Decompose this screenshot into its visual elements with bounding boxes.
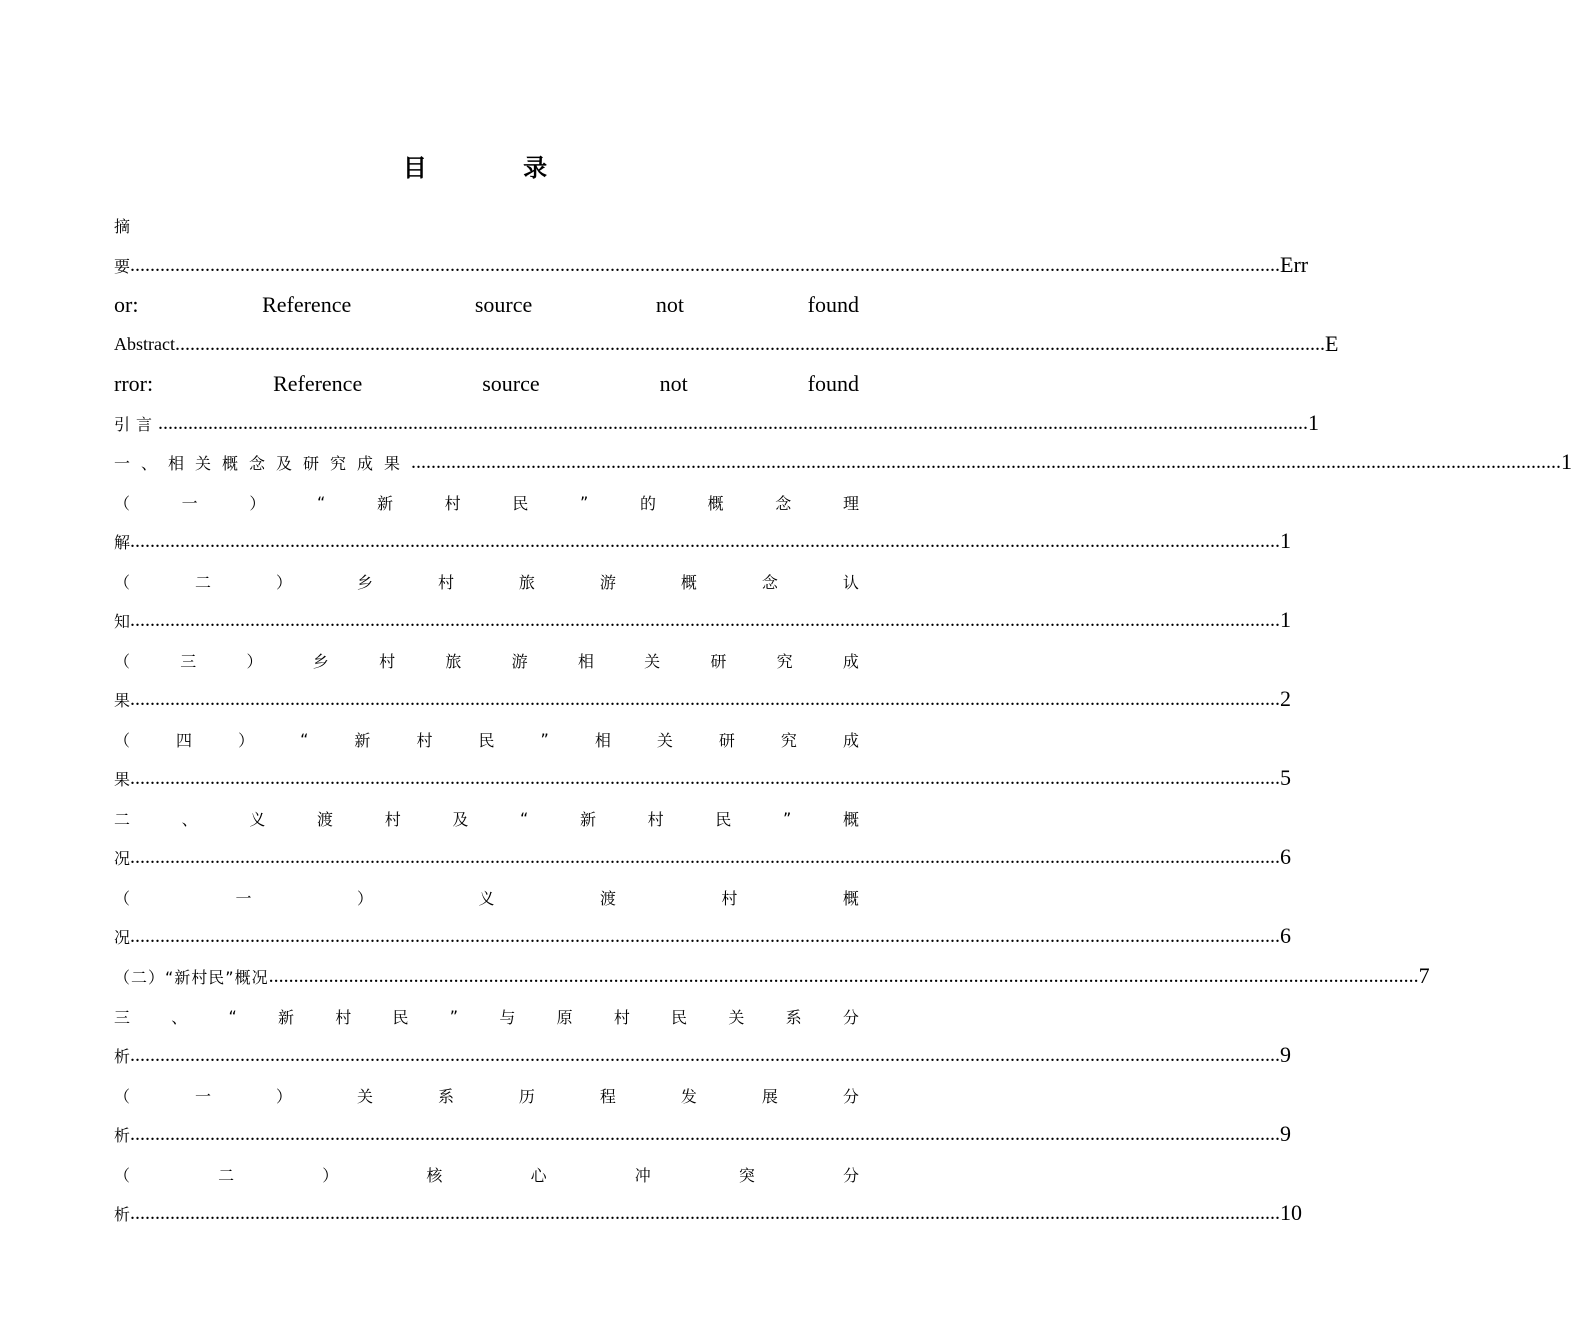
toc-char: 、 bbox=[181, 809, 198, 829]
toc-char: 展 bbox=[761, 1086, 778, 1106]
toc-char: 新 bbox=[278, 1007, 295, 1027]
toc-char: 冲 bbox=[634, 1165, 651, 1185]
toc-char: Reference bbox=[262, 292, 352, 317]
toc-char: 游 bbox=[599, 572, 616, 592]
toc-char: ） bbox=[322, 1165, 339, 1185]
toc-char: 村 bbox=[384, 809, 401, 829]
toc-char: 关 bbox=[644, 651, 661, 671]
toc-char: （ bbox=[114, 651, 131, 671]
toc-chapter-3-line1 bbox=[114, 996, 859, 1036]
toc-char: 游 bbox=[511, 651, 528, 671]
toc-char: “ bbox=[300, 729, 309, 749]
toc-char: 民 bbox=[715, 809, 732, 829]
toc-char: 分 bbox=[842, 1007, 859, 1027]
toc-char: 一 bbox=[181, 493, 198, 513]
toc-char: 原 bbox=[556, 1007, 573, 1027]
toc-char: 心 bbox=[530, 1165, 547, 1185]
toc-abstract-cn-error bbox=[114, 285, 859, 325]
toc-char: （ bbox=[114, 493, 131, 513]
toc-char: 村 bbox=[613, 1007, 630, 1027]
toc-char: 相 bbox=[594, 730, 611, 750]
toc-char: （ bbox=[114, 730, 131, 750]
toc-char: ” bbox=[449, 1006, 459, 1026]
toc-section-2-1-line2[interactable]: 况 ...................................................................................................................................................................................................................................... 6 bbox=[114, 923, 1292, 948]
toc-char: 及 bbox=[452, 809, 469, 829]
toc-char: 二 bbox=[194, 572, 211, 592]
toc-char: 概 bbox=[842, 809, 859, 829]
toc-char: 历 bbox=[518, 1086, 535, 1106]
toc-char: found bbox=[807, 371, 859, 396]
toc-char: 发 bbox=[680, 1086, 697, 1106]
toc-section-3-1-line1 bbox=[114, 1075, 859, 1115]
toc-chapter-2-line1 bbox=[114, 798, 859, 838]
toc-char: 新 bbox=[354, 730, 371, 750]
toc-section-1-4-line2[interactable]: 果 ...................................................................................................................................................................................................................................... 5 bbox=[114, 765, 1292, 790]
toc-char: 三 bbox=[114, 1007, 131, 1027]
toc-char: 村 bbox=[647, 809, 664, 829]
toc-abstract-en-line1[interactable]: Abstract ...................................................................................................................................................................................................................................... E bbox=[114, 331, 1339, 356]
toc-char: “ bbox=[317, 492, 326, 512]
toc-char: 民 bbox=[478, 730, 495, 750]
toc-intro[interactable]: 引言 ...................................................................................................................................................................................................................................... 1 bbox=[114, 410, 1320, 435]
toc-char: 乡 bbox=[312, 651, 329, 671]
toc-char: 系 bbox=[785, 1007, 802, 1027]
toc-char: 念 bbox=[761, 572, 778, 592]
toc-section-1-4-line1 bbox=[114, 719, 859, 759]
toc-char: 二 bbox=[218, 1165, 235, 1185]
toc-char: 系 bbox=[437, 1086, 454, 1106]
toc-char: ” bbox=[579, 492, 589, 512]
toc-section-1-3-line1 bbox=[114, 640, 859, 680]
toc-char: 乡 bbox=[356, 572, 373, 592]
toc-char: 村 bbox=[721, 888, 738, 908]
toc-char: （ bbox=[114, 888, 131, 908]
toc-char: 的 bbox=[639, 493, 656, 513]
toc-section-1-2-line2[interactable]: 知 ...................................................................................................................................................................................................................................... 1 bbox=[114, 607, 1292, 632]
toc-char: 一 bbox=[235, 888, 252, 908]
toc-char: source bbox=[474, 292, 533, 317]
toc-char: 三 bbox=[180, 651, 197, 671]
toc-char: ） bbox=[246, 651, 263, 671]
toc-char: 关 bbox=[656, 730, 673, 750]
toc-char: ） bbox=[275, 572, 292, 592]
toc-char: 分 bbox=[842, 1165, 859, 1185]
toc-char: 四 bbox=[176, 730, 193, 750]
toc-char: found bbox=[807, 292, 859, 317]
toc-char: 义 bbox=[478, 888, 495, 908]
toc-chapter-3-line2[interactable]: 析 ...................................................................................................................................................................................................................................... 9 bbox=[114, 1042, 1292, 1067]
toc-char: 相 bbox=[577, 651, 594, 671]
toc-char: ） bbox=[249, 493, 266, 513]
toc-title: 目 录 bbox=[402, 154, 592, 182]
toc-char: 民 bbox=[392, 1007, 409, 1027]
toc-abstract-en-error bbox=[114, 364, 859, 404]
toc-char: 义 bbox=[249, 809, 266, 829]
toc-char: 村 bbox=[416, 730, 433, 750]
toc-char: ） bbox=[356, 888, 373, 908]
toc-char: 旅 bbox=[518, 572, 535, 592]
toc-char: 研 bbox=[718, 730, 735, 750]
toc-char: （ bbox=[114, 1086, 131, 1106]
toc-section-3-1-line2[interactable]: 析 ...................................................................................................................................................................................................................................... 9 bbox=[114, 1121, 1292, 1146]
toc-char: source bbox=[482, 371, 540, 396]
toc-section-1-1-line1 bbox=[114, 482, 859, 522]
toc-char: 概 bbox=[842, 888, 859, 908]
toc-char: 渡 bbox=[317, 809, 334, 829]
toc-section-2-2[interactable]: （二）“新村民”概况 ...................................................................................................................................................................................................................................... 7 bbox=[114, 963, 1430, 988]
toc-section-1-3-line2[interactable]: 果 ...................................................................................................................................................................................................................................... 2 bbox=[114, 686, 1292, 711]
toc-char: 村 bbox=[379, 651, 396, 671]
toc-char: ） bbox=[238, 730, 255, 750]
toc-char: 村 bbox=[444, 493, 461, 513]
toc-char: 村 bbox=[335, 1007, 352, 1027]
toc-char: 核 bbox=[426, 1165, 443, 1185]
toc-char: 研 bbox=[710, 651, 727, 671]
toc-char: 成 bbox=[842, 651, 859, 671]
toc-char: 突 bbox=[738, 1165, 755, 1185]
toc-char: not bbox=[655, 292, 685, 317]
toc-section-1-1-line2[interactable]: 解 ...................................................................................................................................................................................................................................... 1 bbox=[114, 528, 1292, 553]
toc-char: 究 bbox=[780, 730, 797, 750]
toc-char: 念 bbox=[775, 493, 792, 513]
toc-char: （ bbox=[114, 572, 131, 592]
toc-char: or: bbox=[114, 292, 139, 317]
toc-char: Reference bbox=[273, 371, 363, 396]
toc-char: rror: bbox=[114, 371, 154, 396]
toc-char: ” bbox=[540, 729, 549, 749]
toc-char: 二 bbox=[114, 809, 131, 829]
toc-char: 与 bbox=[499, 1007, 516, 1027]
toc-char: “ bbox=[228, 1006, 237, 1026]
toc-char: ” bbox=[783, 808, 792, 828]
toc-char: 民 bbox=[512, 493, 529, 513]
toc-char: 理 bbox=[842, 493, 859, 513]
toc-section-3-2-line2[interactable]: 析 ...................................................................................................................................................................................................................................... 10 bbox=[114, 1200, 1303, 1225]
toc-chapter-1[interactable]: 一、相关概念及研究成果 ...................................................................................................................................................................................................................................... 1 bbox=[114, 449, 1572, 474]
toc-char: 关 bbox=[728, 1007, 745, 1027]
toc-char: （ bbox=[114, 1165, 131, 1185]
toc-char: “ bbox=[520, 808, 529, 828]
toc-section-3-2-line1 bbox=[114, 1154, 859, 1194]
toc-char: 、 bbox=[171, 1007, 188, 1027]
toc-char: 新 bbox=[376, 493, 393, 513]
toc-char: 程 bbox=[599, 1086, 616, 1106]
toc-char: 究 bbox=[776, 651, 793, 671]
toc-char: 旅 bbox=[445, 651, 462, 671]
toc-section-1-2-line1 bbox=[114, 561, 859, 601]
toc-char: 概 bbox=[680, 572, 697, 592]
toc-char: 渡 bbox=[599, 888, 616, 908]
toc-chapter-2-line2[interactable]: 况 ...................................................................................................................................................................................................................................... 6 bbox=[114, 844, 1292, 869]
toc-char: 分 bbox=[842, 1086, 859, 1106]
toc-char: 成 bbox=[842, 730, 859, 750]
toc-char: 村 bbox=[437, 572, 454, 592]
toc-char: not bbox=[659, 371, 688, 396]
toc-char: 民 bbox=[671, 1007, 688, 1027]
toc-abstract-cn-line1: 摘 bbox=[114, 216, 131, 236]
toc-char: 新 bbox=[579, 809, 596, 829]
toc-char: 概 bbox=[707, 493, 724, 513]
toc-char: ） bbox=[275, 1086, 292, 1106]
toc-abstract-cn-line2[interactable]: 要 ...................................................................................................................................................................................................................................... Err bbox=[114, 252, 1309, 277]
toc-char: 关 bbox=[356, 1086, 373, 1106]
toc-char: 一 bbox=[194, 1086, 211, 1106]
toc-char: 认 bbox=[842, 572, 859, 592]
toc-section-2-1-line1 bbox=[114, 877, 859, 917]
